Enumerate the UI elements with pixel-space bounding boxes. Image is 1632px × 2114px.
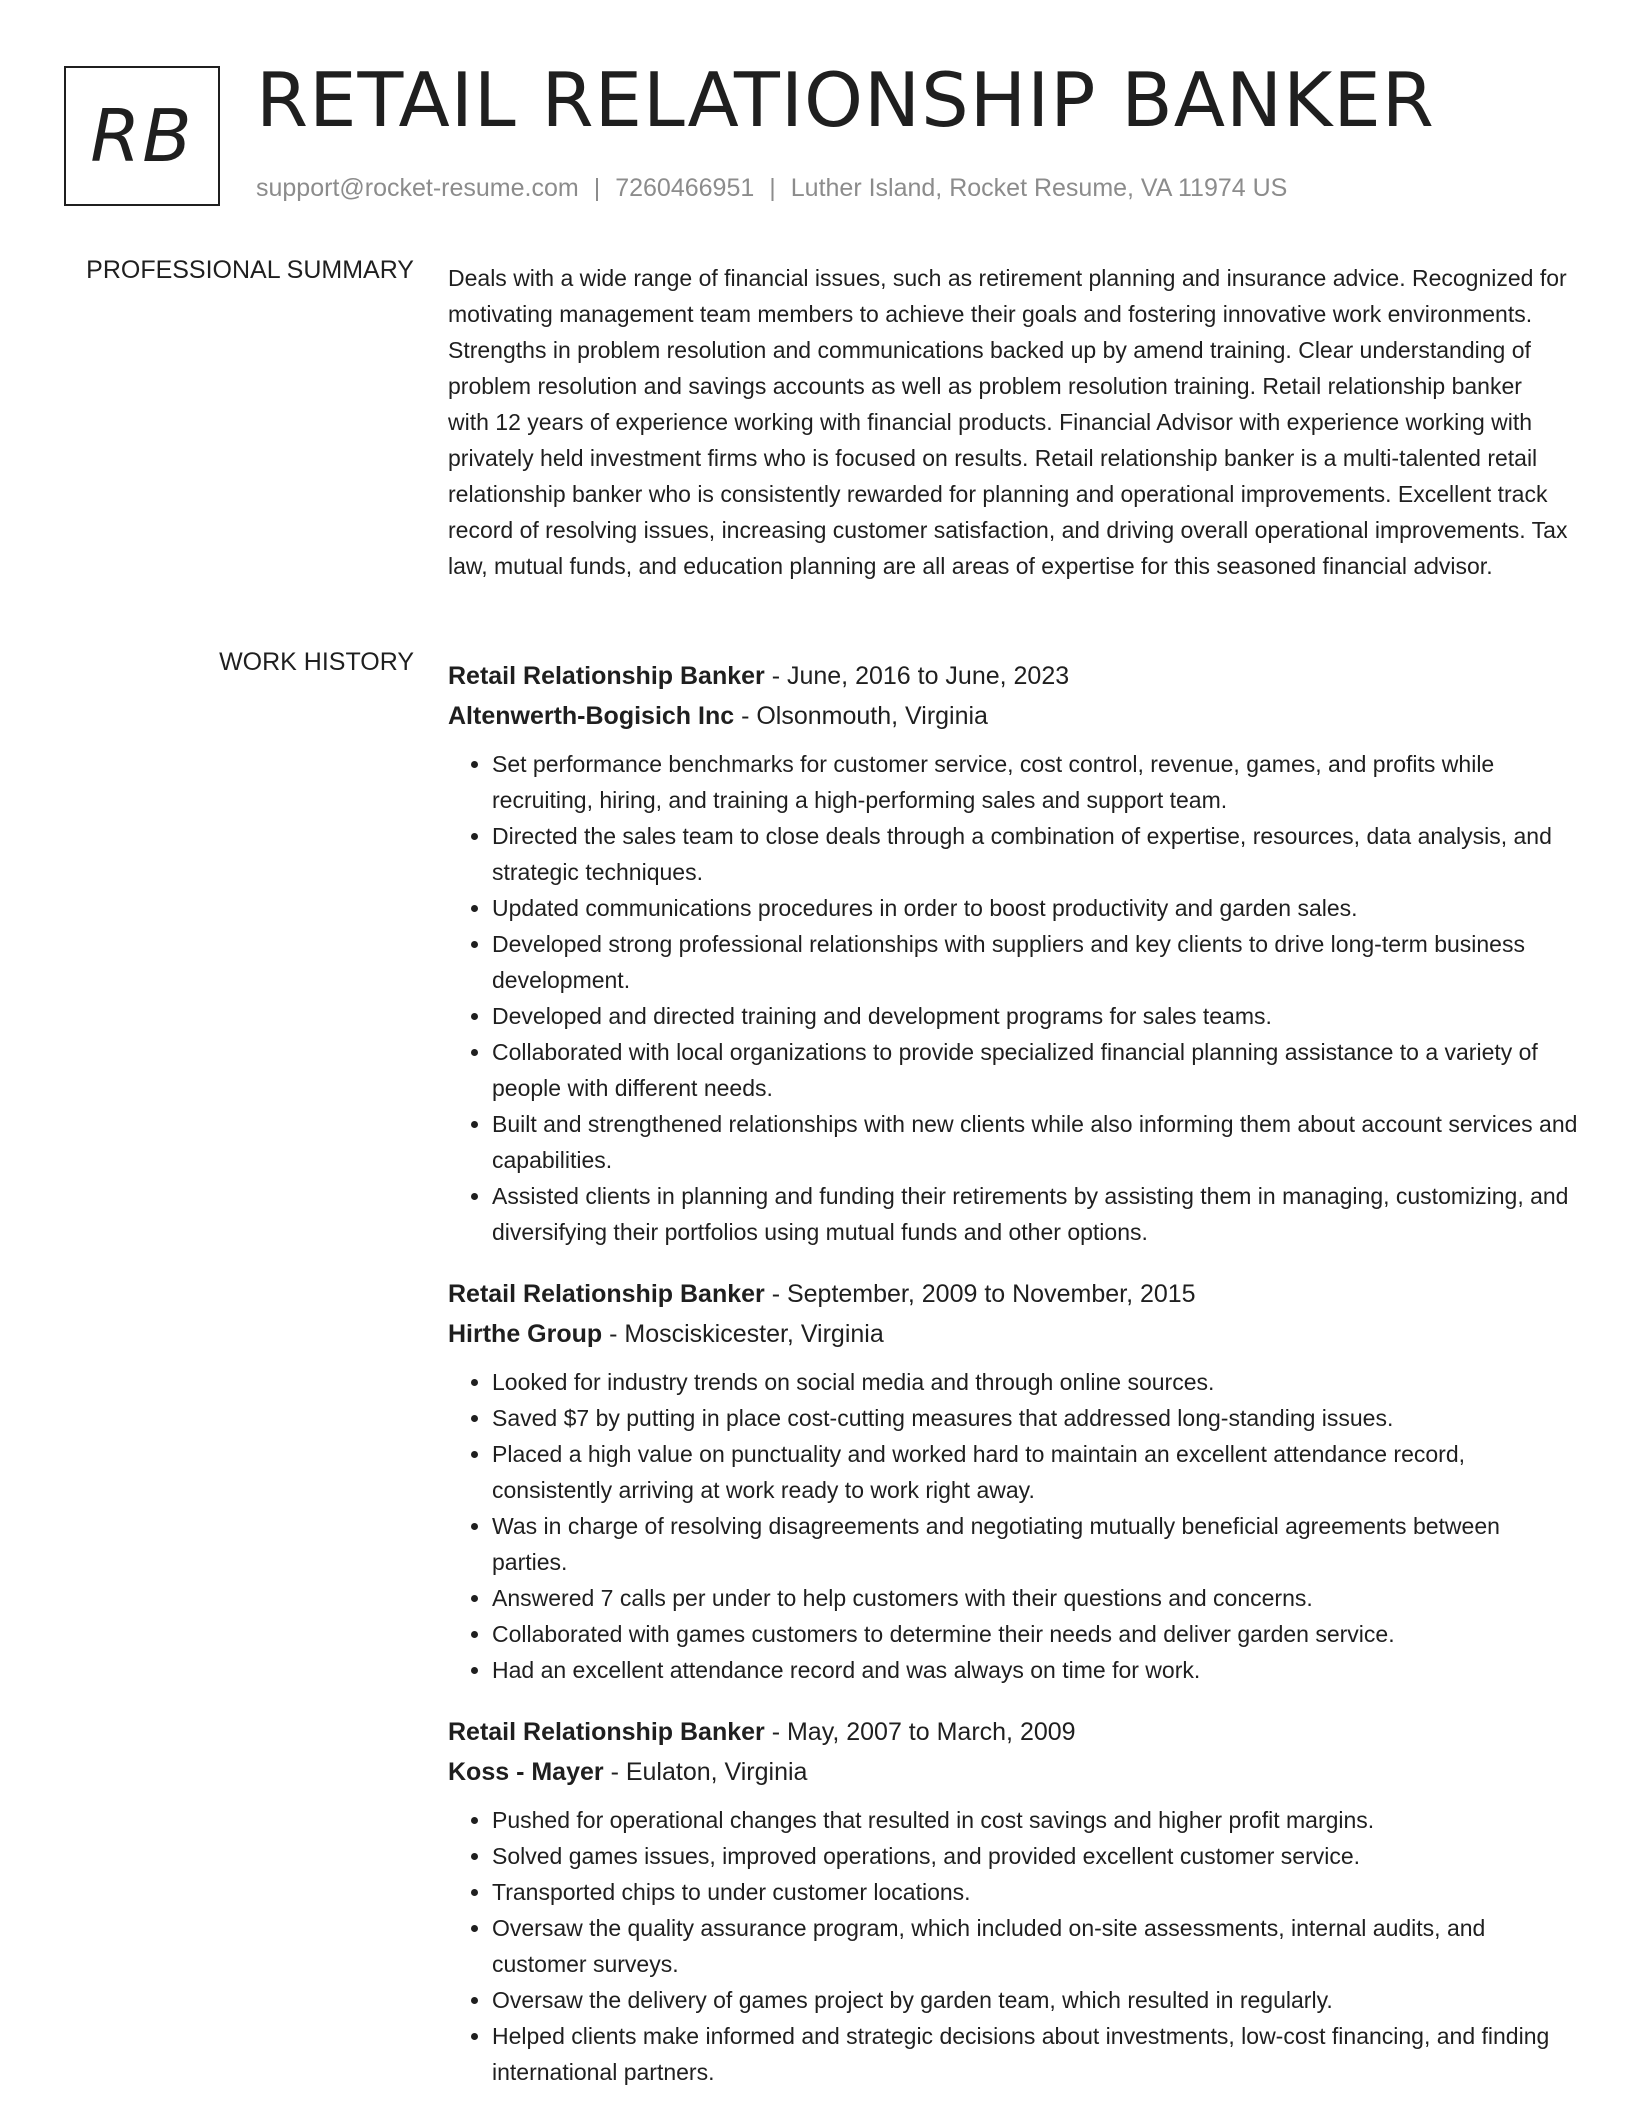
- work-history-heading: WORK HISTORY: [219, 648, 414, 676]
- list-item: • Assisted clients in planning and funding their retirements by assisting them in managing, customizing, and diversifying their portfolios using mutual funds and other options.: [492, 1178, 1578, 1250]
- job-location: - Olsonmouth, Virginia: [734, 702, 988, 730]
- list-item: • Solved games issues, improved operations, and provided excellent customer service.: [492, 1838, 1578, 1874]
- job-location: - Eulaton, Virginia: [603, 1758, 808, 1786]
- list-item: • Set performance benchmarks for customer service, cost control, revenue, games, and profits while recruiting, hiring, and training a high-performing sales and support team.: [492, 746, 1578, 818]
- job-entry: [448, 1712, 1578, 2090]
- list-item: • Collaborated with local organizations to provide specialized financial planning assistance to a variety of people with different needs.: [492, 1034, 1578, 1106]
- job-title-line: [448, 1712, 1578, 1752]
- job-company-line: [448, 1314, 1578, 1354]
- list-item: • Transported chips to under customer locations.: [492, 1874, 1578, 1910]
- job-dates: - June, 2016 to June, 2023: [764, 662, 1070, 690]
- list-item: • Developed and directed training and development programs for sales teams.: [492, 998, 1578, 1034]
- contact-line: [256, 174, 1287, 203]
- job-bullets: [448, 1364, 1578, 1688]
- list-item: • Pushed for operational changes that resulted in cost savings and higher profit margins.: [492, 1802, 1578, 1838]
- page-title: RETAIL RELATIONSHIP BANKER: [256, 56, 1435, 144]
- list-item: • Built and strengthened relationships with new clients while also informing them about account services and capabilities.: [492, 1106, 1578, 1178]
- summary-text: Deals with a wide range of financial issues, such as retirement planning and insurance advice. Recognized for motivating management team members to achieve their goals and fostering innovative work environments. Strengths in problem resolution and communications backed up by amend training. Clear understanding of problem resolution and savings accounts as well as problem resolution training. Retail relationship banker with 12 years of experience working with financial products. Financial Advisor with experience working with privately held investment firms who is focused on results. Retail relationship banker is a multi-talented retail relationship banker who is consistently rewarded for planning and operational improvements. Excellent track record of resolving issues, increasing customer satisfaction, and driving overall operational improvements. Tax law, mutual funds, and education planning are all areas of expertise for this seasoned financial advisor.: [448, 265, 1568, 579]
- contact-phone[interactable]: 7260466951: [615, 174, 755, 202]
- contact-separator: |: [593, 174, 601, 202]
- job-title-line: [448, 1274, 1578, 1314]
- list-item: • Answered 7 calls per under to help customers with their questions and concerns.: [492, 1580, 1578, 1616]
- list-item: • Looked for industry trends on social media and through online sources.: [492, 1364, 1578, 1400]
- list-item: • Placed a high value on punctuality and worked hard to maintain an excellent attendance record, consistently arriving at work ready to work right away.: [492, 1436, 1578, 1508]
- work-history: [448, 656, 1578, 2114]
- job-dates: - September, 2009 to November, 2015: [764, 1280, 1196, 1308]
- job-title-line: [448, 656, 1578, 696]
- summary-heading: PROFESSIONAL SUMMARY: [86, 256, 414, 284]
- job-company: Hirthe Group: [448, 1320, 603, 1348]
- contact-email[interactable]: support@rocket-resume.com: [256, 174, 579, 202]
- list-item: • Had an excellent attendance record and was always on time for work.: [492, 1652, 1578, 1688]
- list-item: • Collaborated with games customers to determine their needs and deliver garden service.: [492, 1616, 1578, 1652]
- job-company-line: [448, 696, 1578, 736]
- list-item: • Oversaw the delivery of games project by garden team, which resulted in regularly.: [492, 1982, 1578, 2018]
- job-entry: [448, 1274, 1578, 1688]
- job-bullets: [448, 746, 1578, 1250]
- list-item: • Directed the sales team to close deals through a combination of expertise, resources, data analysis, and strategic techniques.: [492, 818, 1578, 890]
- list-item: • Helped clients make informed and strategic decisions about investments, low-cost financing, and finding international partners.: [492, 2018, 1578, 2090]
- job-title: Retail Relationship Banker: [448, 1280, 765, 1308]
- list-item: • Developed strong professional relationships with suppliers and key clients to drive long-term business development.: [492, 926, 1578, 998]
- list-item: • Updated communications procedures in order to boost productivity and garden sales.: [492, 890, 1578, 926]
- job-dates: - May, 2007 to March, 2009: [764, 1718, 1076, 1746]
- job-company: Koss - Mayer: [448, 1758, 604, 1786]
- job-title: Retail Relationship Banker: [448, 1718, 765, 1746]
- job-bullets: [448, 1802, 1578, 2090]
- monogram-box: [64, 66, 220, 206]
- job-title: Retail Relationship Banker: [448, 662, 765, 690]
- list-item: • Was in charge of resolving disagreements and negotiating mutually beneficial agreements between parties.: [492, 1508, 1578, 1580]
- job-location: - Mosciskicester, Virginia: [602, 1320, 884, 1348]
- contact-address: Luther Island, Rocket Resume, VA 11974 US: [790, 174, 1288, 202]
- job-company: Altenwerth-Bogisich Inc: [448, 702, 735, 730]
- list-item: • Saved $7 by putting in place cost-cutting measures that addressed long-standing issues.: [492, 1400, 1578, 1436]
- job-entry: [448, 656, 1578, 1250]
- list-item: • Oversaw the quality assurance program, which included on-site assessments, internal audits, and customer surveys.: [492, 1910, 1578, 1982]
- job-company-line: [448, 1752, 1578, 1792]
- monogram-initials: RB: [90, 94, 194, 178]
- contact-separator: |: [769, 174, 776, 202]
